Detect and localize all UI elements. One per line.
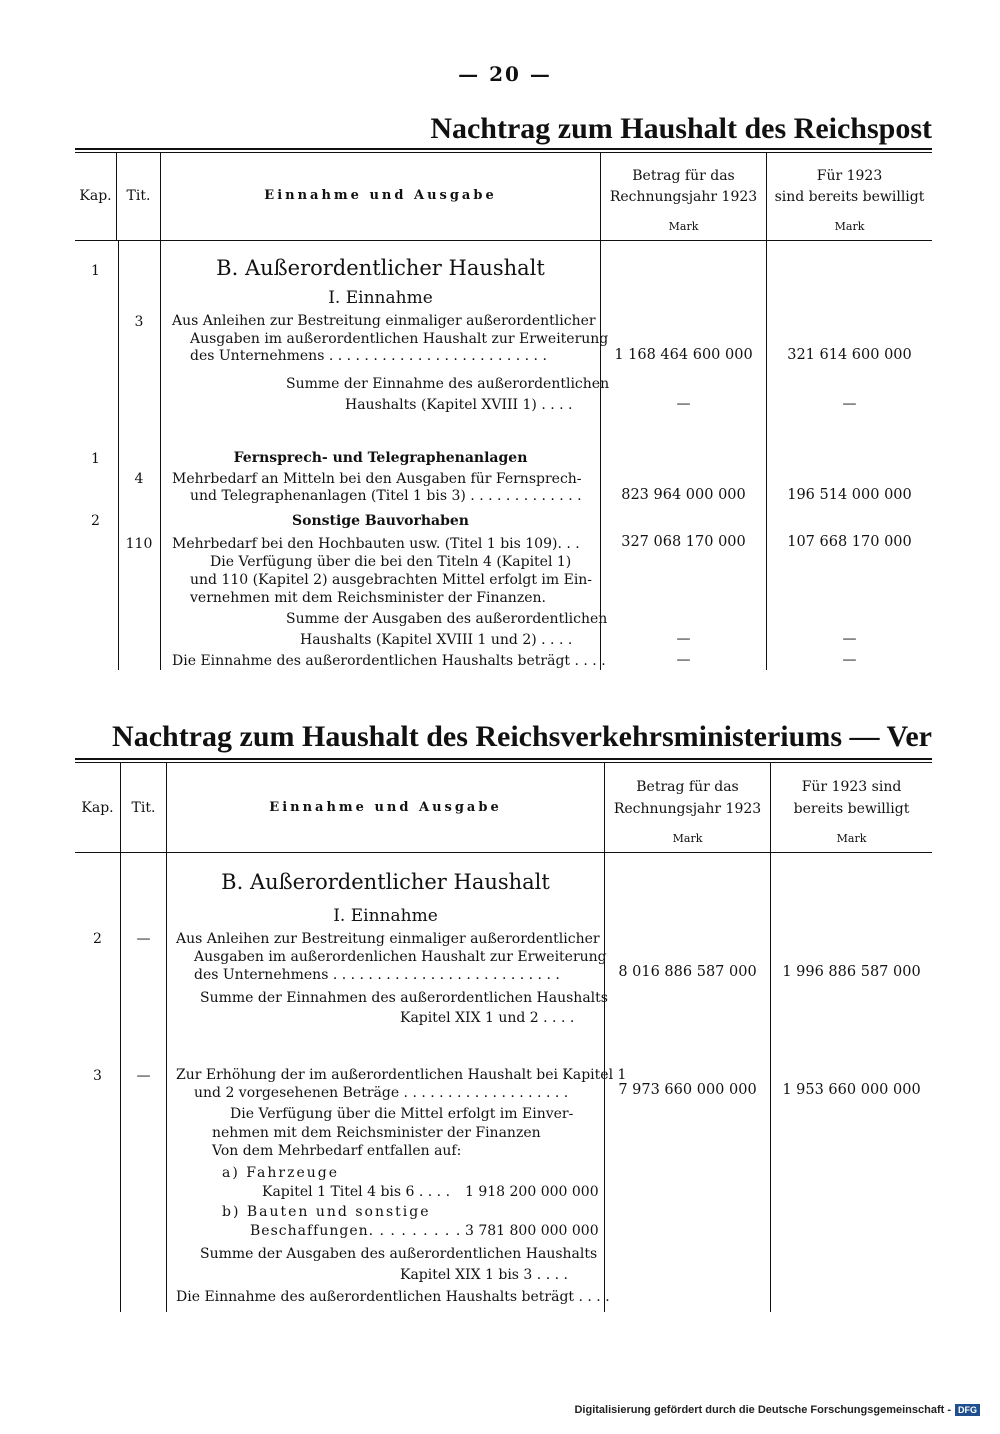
table1-header-rule <box>75 240 932 241</box>
table1-header-col2-unit: Mark <box>834 220 865 233</box>
table2-vline-kap <box>120 763 121 1312</box>
table2-r2-line1: Zur Erhöhung der im außerordentlichen Haushalt bei Kapitel 1 <box>176 1067 627 1083</box>
table1-r1-line3: des Unternehmens . . . . . . . . . . . . . . . . . . . . . . . . . <box>190 348 547 364</box>
table2-r1-kap: 2 <box>93 931 102 947</box>
table2-r2-item-a-detail: Kapitel 1 Titel 4 bis 6 . . . . <box>262 1184 451 1200</box>
table1-sum1-value2: — <box>842 396 857 412</box>
table1-sum2-line1: Summe der Ausgaben des außerordentlichen <box>286 611 608 627</box>
table1-r1-tit: 3 <box>134 314 144 330</box>
table2-header-tit: Tit. <box>131 800 156 816</box>
table2-r2-value1: 7 973 660 000 000 <box>618 1082 757 1098</box>
table1-r1-kap: 1 <box>91 263 100 279</box>
table1-last-line: Die Einnahme des außerordentlichen Haushalts beträgt . . . . <box>172 653 606 669</box>
table2-sum2-line1: Summe der Ausgaben des außerordentlichen Haushalts <box>200 1246 598 1262</box>
table2-header-col1-unit: Mark <box>672 832 703 845</box>
table2-header-desc: Einnahme und Ausgabe <box>269 800 502 815</box>
table2-header-col2-l2: bereits bewilligt <box>793 801 910 817</box>
table1-header-col2-l1: Für 1923 <box>816 168 883 184</box>
table2-sum1-line2: Kapitel XIX 1 und 2 . . . . <box>400 1010 575 1026</box>
section2-title: Nachtrag zum Haushalt des Reichsverkehrsministeriums — Ver <box>112 720 932 753</box>
table1-r3-subheading: Sonstige Bauvorhaben <box>292 513 469 529</box>
table2-r2-line4: nehmen mit dem Reichsminister der Finanzen <box>212 1125 541 1141</box>
table2-vline-desc <box>604 763 605 1312</box>
section1-title: Nachtrag zum Haushalt des Reichspost <box>430 112 932 145</box>
table1-r2-tit: 4 <box>134 471 144 487</box>
table2-einnahme-heading: I. Einnahme <box>333 906 438 926</box>
table2-r2-line3: Die Verfügung über die Mittel erfolgt im Einver- <box>230 1106 574 1122</box>
table1-last-value1: — <box>676 652 691 668</box>
table1-top-rule-thin <box>75 152 932 153</box>
table1-vline-tit <box>160 153 161 670</box>
table1-r3-value1: 327 068 170 000 <box>621 534 746 550</box>
table2-header-col2-unit: Mark <box>836 832 867 845</box>
table2-header-rule <box>75 852 932 853</box>
table1-r1-line1: Aus Anleihen zur Bestreitung einmaliger außerordentlicher <box>172 313 596 329</box>
table1-r3-kap: 2 <box>91 513 100 529</box>
table2-last-line: Die Einnahme des außerordentlichen Haushalts beträgt . . . . <box>176 1289 610 1305</box>
table1-sum1-line2: Haushalts (Kapitel XVIII 1) . . . . <box>345 397 573 413</box>
table1-last-value2: — <box>842 652 857 668</box>
table2-r1-line2: Ausgaben im außerordenlichen Haushalt zur Erweiterung <box>194 949 607 965</box>
table1-header-kap: Kap. <box>79 188 112 204</box>
footer-text: Digitalisierung gefördert durch die Deutsche Forschungsgemeinschaft - <box>574 1404 951 1416</box>
table1-header-col1-l2: Rechnungsjahr 1923 <box>609 189 758 205</box>
table1-sum2-value1: — <box>676 631 691 647</box>
table1-r3-value2: 107 668 170 000 <box>787 534 912 550</box>
table2-header-col2-l1: Für 1923 sind <box>801 779 902 795</box>
table2-r1-line1: Aus Anleihen zur Bestreitung einmaliger außerordentlicher <box>176 931 600 947</box>
table1-einnahme-heading: I. Einnahme <box>328 288 433 308</box>
table2-header-kap: Kap. <box>81 800 114 816</box>
table1-header-col2-l2: sind bereits bewilligt <box>774 189 925 205</box>
table1-r1-line2: Ausgaben im außerordentlichen Haushalt zur Erweiterung <box>190 331 609 347</box>
dfg-logo: DFG <box>955 1404 980 1416</box>
table2-r2-value2: 1 953 660 000 000 <box>782 1082 921 1098</box>
table1-sum1-value1: — <box>676 396 691 412</box>
table2-top-rule-thin <box>75 762 932 763</box>
table1-r3-line2: Die Verfügung über die bei den Titeln 4 (Kapitel 1) <box>210 554 572 570</box>
table1-top-rule <box>75 148 932 150</box>
table2-r2-item-b: b) Bauten und sonstige <box>222 1204 431 1220</box>
table2-vline-col1 <box>770 763 771 1312</box>
table1-r2-value1: 823 964 000 000 <box>621 487 746 503</box>
table1-header-tit: Tit. <box>126 188 151 204</box>
table2-r1-value1: 8 016 886 587 000 <box>618 964 757 980</box>
table2-sum2-line2: Kapitel XIX 1 bis 3 . . . . <box>400 1267 568 1283</box>
table2-r2-item-b-value: 3 781 800 000 000 <box>465 1223 599 1239</box>
table2-r1-line3: des Unternehmens . . . . . . . . . . . . . . . . . . . . . . . . . . <box>194 967 560 983</box>
table2-header-col1-l2: Rechnungsjahr 1923 <box>613 801 762 817</box>
table1-r1-value1: 1 168 464 600 000 <box>614 347 753 363</box>
page-number: — 20 — <box>458 62 552 86</box>
table1-r2-subheading: Fernsprech- und Telegraphenanlagen <box>233 450 528 466</box>
footer <box>574 1404 980 1416</box>
table1-header-desc: Einnahme und Ausgabe <box>264 188 497 203</box>
table1-header-col1-l1: Betrag für das <box>632 168 735 184</box>
table1-r2-value2: 196 514 000 000 <box>787 487 912 503</box>
table2-r1-value2: 1 996 886 587 000 <box>782 964 921 980</box>
table1-r2-line2: und Telegraphenanlagen (Titel 1 bis 3) . . . . . . . . . . . . . <box>190 488 582 504</box>
table1-r3-line1: Mehrbedarf bei den Hochbauten usw. (Titel 1 bis 109). . . <box>172 536 580 552</box>
table1-r3-line3: und 110 (Kapitel 2) ausgebrachten Mittel erfolgt im Ein- <box>190 572 593 588</box>
table2-r2-item-a-value: 1 918 200 000 000 <box>465 1184 599 1200</box>
table1-header-col1-unit: Mark <box>668 220 699 233</box>
table2-r2-tit: — <box>136 1068 151 1084</box>
table2-r2-item-b-detail: Beschaffungen. . . . . . . . . <box>250 1223 462 1239</box>
table2-r2-line2: und 2 vorgesehenen Beträge . . . . . . . . . . . . . . . . . . . <box>194 1085 569 1101</box>
table2-r2-item-a: a) Fahrzeuge <box>222 1165 340 1181</box>
table2-r1-tit: — <box>136 931 151 947</box>
table1-sum1-line1: Summe der Einnahme des außerordentlichen <box>286 376 610 392</box>
table1-sum2-line2: Haushalts (Kapitel XVIII 1 und 2) . . . . <box>300 632 573 648</box>
table2-sum1-line1: Summe der Einnahmen des außerordentlichen Haushalts <box>200 990 608 1006</box>
table2-header-col1-l1: Betrag für das <box>636 779 739 795</box>
table1-r1-value2: 321 614 600 000 <box>787 347 912 363</box>
table2-r2-line5: Von dem Mehrbedarf entfallen auf: <box>212 1143 462 1159</box>
table2-heading: B. Außerordentlicher Haushalt <box>221 870 550 894</box>
table1-heading: B. Außerordentlicher Haushalt <box>216 256 545 280</box>
table1-r3-line4: vernehmen mit dem Reichsminister der Finanzen. <box>190 590 546 606</box>
table1-r2-kap: 1 <box>91 451 100 467</box>
table2-r2-kap: 3 <box>93 1068 102 1084</box>
table2-vline-tit <box>166 763 167 1312</box>
table1-vline-kap-body <box>118 241 119 670</box>
table1-r3-tit: 110 <box>125 536 153 552</box>
table1-r2-line1: Mehrbedarf an Mitteln bei den Ausgaben für Fernsprech- <box>172 471 582 487</box>
table1-sum2-value2: — <box>842 631 857 647</box>
table2-top-rule <box>75 758 932 760</box>
